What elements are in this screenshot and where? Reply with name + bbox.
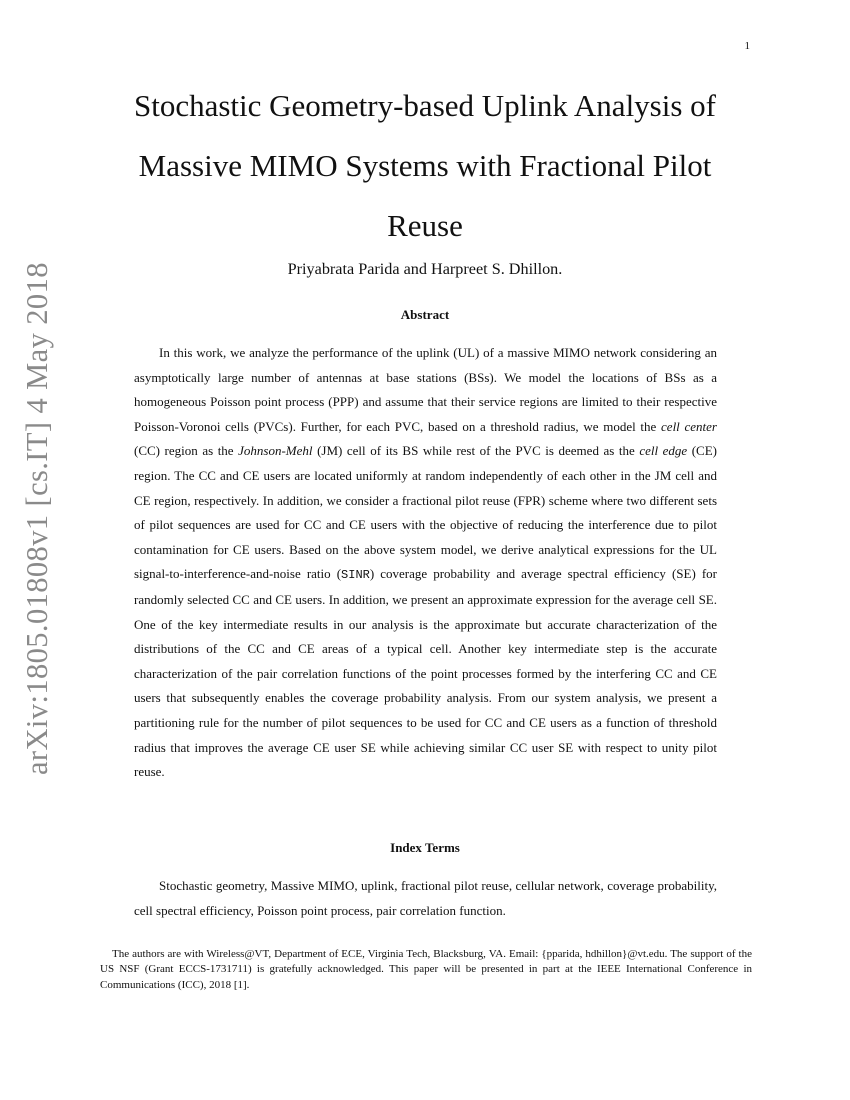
author-footnote: The authors are with Wireless@VT, Department of ECE, Virginia Tech, Blacksburg, VA. Email: {pparida, hdhillon}@vt.edu. The support of the US NSF (Grant ECCS-1731711) is gratefully acknowledged. This paper will be presented in part at the IEEE International Conference in Communications (ICC), 2018 [1]. (100, 948, 752, 991)
term-cell-center: cell center (661, 418, 717, 434)
index-terms-heading: Index Terms (390, 840, 460, 855)
abstract-text-part: (CE) region. The CC and CE users are located uniformly at random independently of each other in the JM cell and CE region, respectively. In addition, we consider a fractional pilot reuse (FPR) scheme where two different sets of pilot sequences are used for CC and CE users with the objective of reducing the interference due to pilot contamination for CE users. Based on the above system model, we derive analytical expressions for the UL signal-to-interference-and-noise ratio ( (134, 443, 717, 582)
arxiv-identifier-stamp: arXiv:1805.01808v1 [cs.IT] 4 May 2018 (20, 262, 54, 775)
abstract-text-part: (CC) region as the (134, 443, 239, 459)
index-terms-body: Stochastic geometry, Massive MIMO, uplink, fractional pilot reuse, cellular network, coverage probability, cell spectral efficiency, Poisson point process, pair correlation function. (134, 878, 717, 918)
page-number: 1 (744, 40, 750, 52)
abstract-text-part: ) coverage probability and average spectral efficiency (SE) for randomly selected CC and CE users. In addition, we present an approximate expression for the average cell SE. One of the key intermediate results in our analysis is the approximate but accurate characterization of the distributions of the CC and CE areas of a typical cell. Another key intermediate step is the accurate characterization of the pair correlation functions of the point processes formed by the interfering CC and CE users that subsequently enables the coverage probability analysis. From our system analysis, we present a partitioning rule for the number of pilot sequences to be used for CC and CE users as a function of threshold radius that improves the average CE user SE while achieving similar CC user SE with respect to unity pilot reuse. (134, 566, 717, 780)
paper-title: Stochastic Geometry-based Uplink Analysis of Massive MIMO Systems with Fractional Pilot Reuse (133, 88, 716, 243)
term-sinr: SINR (341, 568, 370, 583)
abstract-body (134, 341, 717, 785)
term-johnson-mehl: Johnson-Mehl (238, 443, 313, 459)
abstract-heading: Abstract (400, 307, 450, 322)
abstract-text-part: (JM) cell of its BS while rest of the PVC is deemed as the (312, 443, 640, 459)
term-cell-edge: cell edge (639, 443, 688, 459)
abstract-text-part: In this work, we analyze the performance of the uplink (UL) of a massive MIMO network considering an asymptotically large number of antennas at base stations (BSs). We model the locations of BSs as a homogeneous Poisson point process (PPP) and assume that their service regions are limited to their respective Poisson-Voronoi cells (PVCs). Further, for each PVC, based on a threshold radius, we model the (134, 345, 717, 434)
paper-authors: Priyabrata Parida and Harpreet S. Dhillon. (287, 260, 563, 278)
